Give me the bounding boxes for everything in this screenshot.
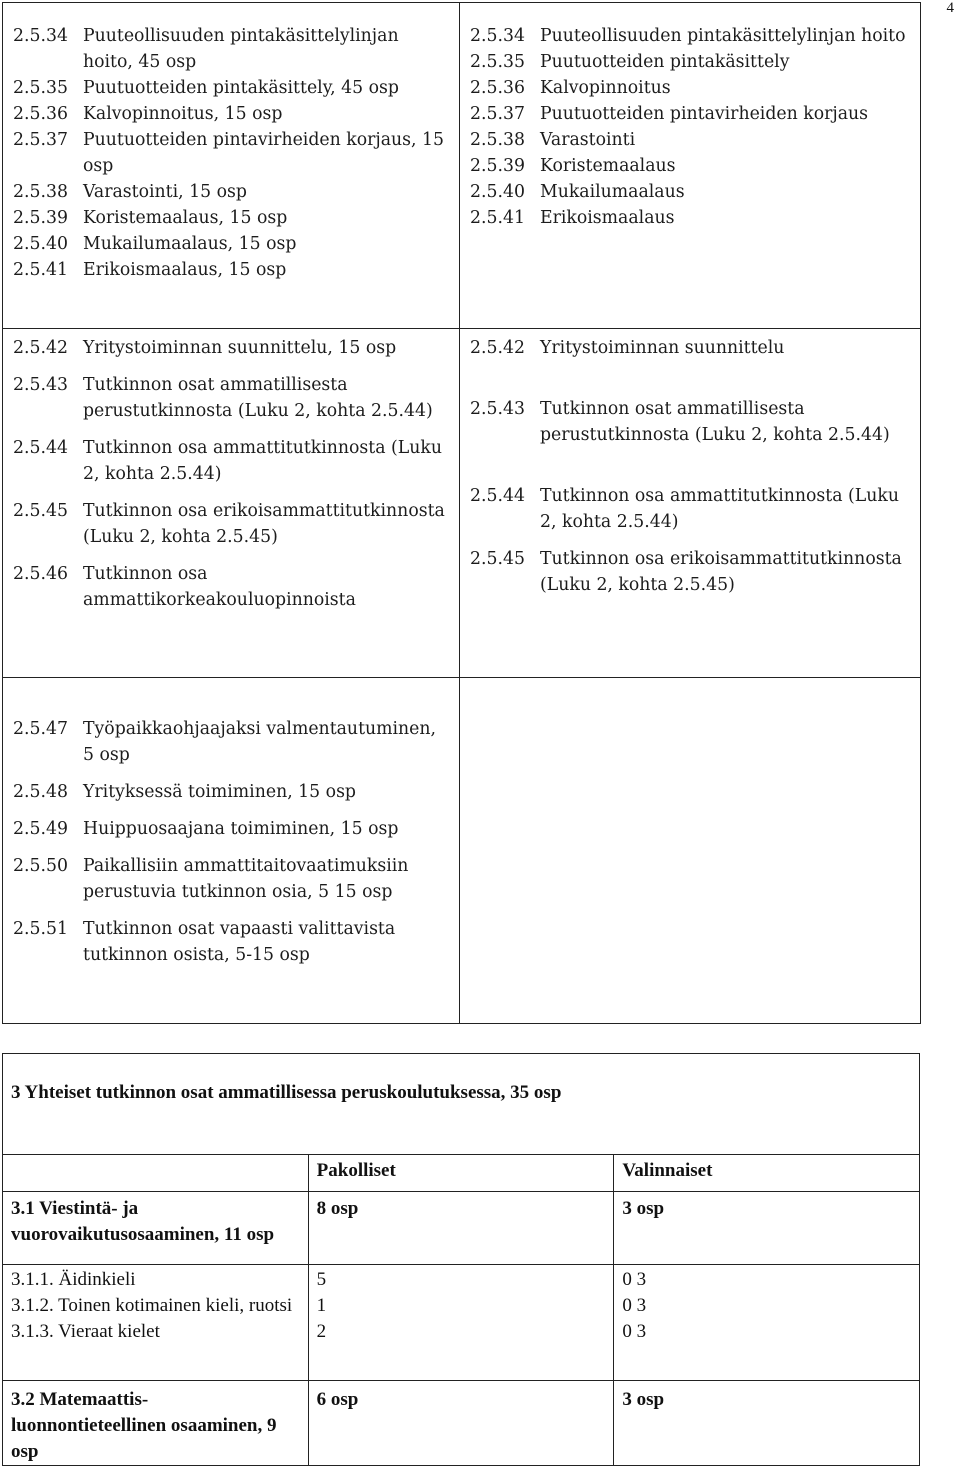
section-label: 3.1 Viestintä- ja vuorovaikutusosaaminen, 11 osp xyxy=(3,1192,309,1265)
item-number: 2.5.41 xyxy=(13,260,68,280)
list-item xyxy=(13,75,451,101)
item-text: Yrityksessä toimiminen, 15 osp xyxy=(83,782,356,802)
list-item xyxy=(470,335,912,361)
table-row xyxy=(3,329,921,678)
list-item xyxy=(470,153,912,179)
item-number: 2.5.36 xyxy=(13,104,68,124)
list-item: 0 3 xyxy=(622,1321,647,1342)
item-number: 2.5.50 xyxy=(13,856,68,876)
item-number: 2.5.40 xyxy=(470,182,525,202)
table-cell xyxy=(460,329,921,678)
item-text: Puuteollisuuden pintakäsittelylinjan hoito xyxy=(540,26,906,46)
list-item xyxy=(13,716,451,768)
table-row xyxy=(3,3,921,329)
item-number: 2.5.36 xyxy=(470,78,525,98)
list-item xyxy=(13,179,451,205)
table-cell xyxy=(460,678,921,1024)
item-text: Huippuosaajana toimiminen, 15 osp xyxy=(83,819,399,839)
item-number: 2.5.43 xyxy=(470,399,525,419)
table-row xyxy=(3,678,921,1024)
item-text: Varastointi xyxy=(540,130,636,150)
common-units-table xyxy=(2,1053,920,1466)
item-number: 2.5.47 xyxy=(13,719,68,739)
item-text: Mukailumaalaus, 15 osp xyxy=(83,234,297,254)
item-number: 2.5.45 xyxy=(13,501,68,521)
list-item xyxy=(470,396,912,448)
item-text: Puutuotteiden pintakäsittely xyxy=(540,52,790,72)
item-number: 2.5.34 xyxy=(13,26,68,46)
list-item xyxy=(470,483,912,535)
item-text: Koristemaalaus, 15 osp xyxy=(83,208,288,228)
list-item xyxy=(13,335,451,361)
item-number: 2.5.38 xyxy=(13,182,68,202)
list-item xyxy=(13,231,451,257)
item-text: Varastointi, 15 osp xyxy=(83,182,247,202)
item-number: 2.5.45 xyxy=(470,549,525,569)
page-number: 4 xyxy=(946,0,954,16)
item-number: 2.5.37 xyxy=(470,104,525,124)
item-number: 2.5.44 xyxy=(13,438,68,458)
item-text: Tutkinnon osa ammattitutkinnosta (Luku 2, kohta 2.5.44) xyxy=(540,486,899,532)
list-item xyxy=(13,23,451,75)
item-text: Paikallisiin ammattitaitovaatimuksiin perustuvia tutkinnon osia, 5 15 osp xyxy=(83,856,409,902)
item-text: Erikoismaalaus xyxy=(540,208,675,228)
column-header-valinnaiset: Valinnaiset xyxy=(614,1155,920,1192)
list-item: 3.1.1. Äidinkieli xyxy=(11,1269,136,1290)
item-number: 2.5.39 xyxy=(470,156,525,176)
item-number: 2.5.40 xyxy=(13,234,68,254)
list-item xyxy=(13,561,451,613)
list-item: 3.1.2. Toinen kotimainen kieli, ruotsi xyxy=(11,1295,293,1316)
list-item xyxy=(470,23,912,49)
item-number: 2.5.35 xyxy=(470,52,525,72)
item-number: 2.5.42 xyxy=(13,338,68,358)
item-number: 2.5.38 xyxy=(470,130,525,150)
course-table xyxy=(2,2,921,1024)
item-number: 2.5.49 xyxy=(13,819,68,839)
item-number: 2.5.42 xyxy=(470,338,525,358)
item-number: 2.5.39 xyxy=(13,208,68,228)
list-item xyxy=(13,816,451,842)
list-item xyxy=(470,179,912,205)
item-text: Tutkinnon osa ammattikorkeakouluopinnoista xyxy=(83,564,356,610)
table-cell xyxy=(308,1265,614,1381)
section-valinnaiset: 3 osp xyxy=(614,1381,920,1466)
item-text: Kalvopinnoitus, 15 osp xyxy=(83,104,283,124)
item-number: 2.5.35 xyxy=(13,78,68,98)
table-row xyxy=(3,1265,920,1381)
item-text: Erikoismaalaus, 15 osp xyxy=(83,260,287,280)
list-item xyxy=(13,435,451,487)
list-item xyxy=(13,498,451,550)
item-number: 2.5.34 xyxy=(470,26,525,46)
section-label: 3.2 Matemaattis-luonnontieteellinen osaaminen, 9 osp xyxy=(3,1381,309,1466)
list-item xyxy=(470,546,912,598)
item-text: Koristemaalaus xyxy=(540,156,676,176)
item-number: 2.5.51 xyxy=(13,919,68,939)
item-text: Yritystoiminnan suunnittelu xyxy=(540,338,785,358)
table-row xyxy=(3,1381,920,1466)
item-number: 2.5.43 xyxy=(13,375,68,395)
table-cell xyxy=(3,1155,309,1192)
table-row xyxy=(3,1054,920,1155)
list-item: 0 3 xyxy=(622,1295,647,1316)
item-text: Yritystoiminnan suunnittelu, 15 osp xyxy=(83,338,397,358)
item-text: Tutkinnon osa erikoisammattitutkinnosta (Luku 2, kohta 2.5.45) xyxy=(83,501,445,547)
list-item xyxy=(13,916,451,968)
list-item xyxy=(13,205,451,231)
list-item xyxy=(13,257,451,283)
list-item xyxy=(470,101,912,127)
table-cell xyxy=(614,1265,920,1381)
item-text: Tutkinnon osat ammatillisesta perustutkinnosta (Luku 2, kohta 2.5.44) xyxy=(540,399,890,445)
item-text: Puutuotteiden pintavirheiden korjaus xyxy=(540,104,869,124)
table-cell xyxy=(460,3,921,329)
item-number: 2.5.41 xyxy=(470,208,525,228)
section-pakolliset: 8 osp xyxy=(308,1192,614,1265)
list-item xyxy=(13,127,451,179)
list-item xyxy=(470,205,912,231)
column-header-pakolliset: Pakolliset xyxy=(308,1155,614,1192)
item-text: Puutuotteiden pintavirheiden korjaus, 15 osp xyxy=(83,130,445,176)
item-text: Puutuotteiden pintakäsittely, 45 osp xyxy=(83,78,399,98)
table-row xyxy=(3,1155,920,1192)
list-item: 5 xyxy=(316,1269,327,1290)
item-text: Tutkinnon osa erikoisammattitutkinnosta (Luku 2, kohta 2.5.45) xyxy=(540,549,902,595)
list-item xyxy=(13,779,451,805)
table-cell xyxy=(3,329,460,678)
table-cell xyxy=(3,1265,309,1381)
section-valinnaiset: 3 osp xyxy=(614,1192,920,1265)
list-item xyxy=(13,853,451,905)
table-cell xyxy=(3,678,460,1024)
item-text: Tutkinnon osat vapaasti valittavista tutkinnon osista, 5-15 osp xyxy=(83,919,396,965)
list-item: 3.1.3. Vieraat kielet xyxy=(11,1321,160,1342)
table-heading: 3 Yhteiset tutkinnon osat ammatillisessa peruskoulutuksessa, 35 osp xyxy=(3,1054,920,1155)
item-text: Tutkinnon osat ammatillisesta perustutkinnosta (Luku 2, kohta 2.5.44) xyxy=(83,375,433,421)
list-item xyxy=(470,127,912,153)
table-row xyxy=(3,1192,920,1265)
list-item xyxy=(470,75,912,101)
list-item xyxy=(470,49,912,75)
item-number: 2.5.46 xyxy=(13,564,68,584)
table-cell xyxy=(3,3,460,329)
item-text: Tutkinnon osa ammattitutkinnosta (Luku 2, kohta 2.5.44) xyxy=(83,438,442,484)
list-item xyxy=(13,372,451,424)
item-text: Kalvopinnoitus xyxy=(540,78,671,98)
item-number: 2.5.48 xyxy=(13,782,68,802)
item-text: Mukailumaalaus xyxy=(540,182,685,202)
item-number: 2.5.37 xyxy=(13,130,68,150)
item-text: Puuteollisuuden pintakäsittelylinjan hoito, 45 osp xyxy=(83,26,399,72)
list-item: 1 xyxy=(316,1295,327,1316)
item-number: 2.5.44 xyxy=(470,486,525,506)
item-text: Työpaikkaohjaajaksi valmentautuminen, 5 osp xyxy=(83,719,437,765)
list-item: 0 3 xyxy=(622,1269,647,1290)
section-pakolliset: 6 osp xyxy=(308,1381,614,1466)
list-item xyxy=(13,101,451,127)
list-item: 2 xyxy=(316,1321,327,1342)
